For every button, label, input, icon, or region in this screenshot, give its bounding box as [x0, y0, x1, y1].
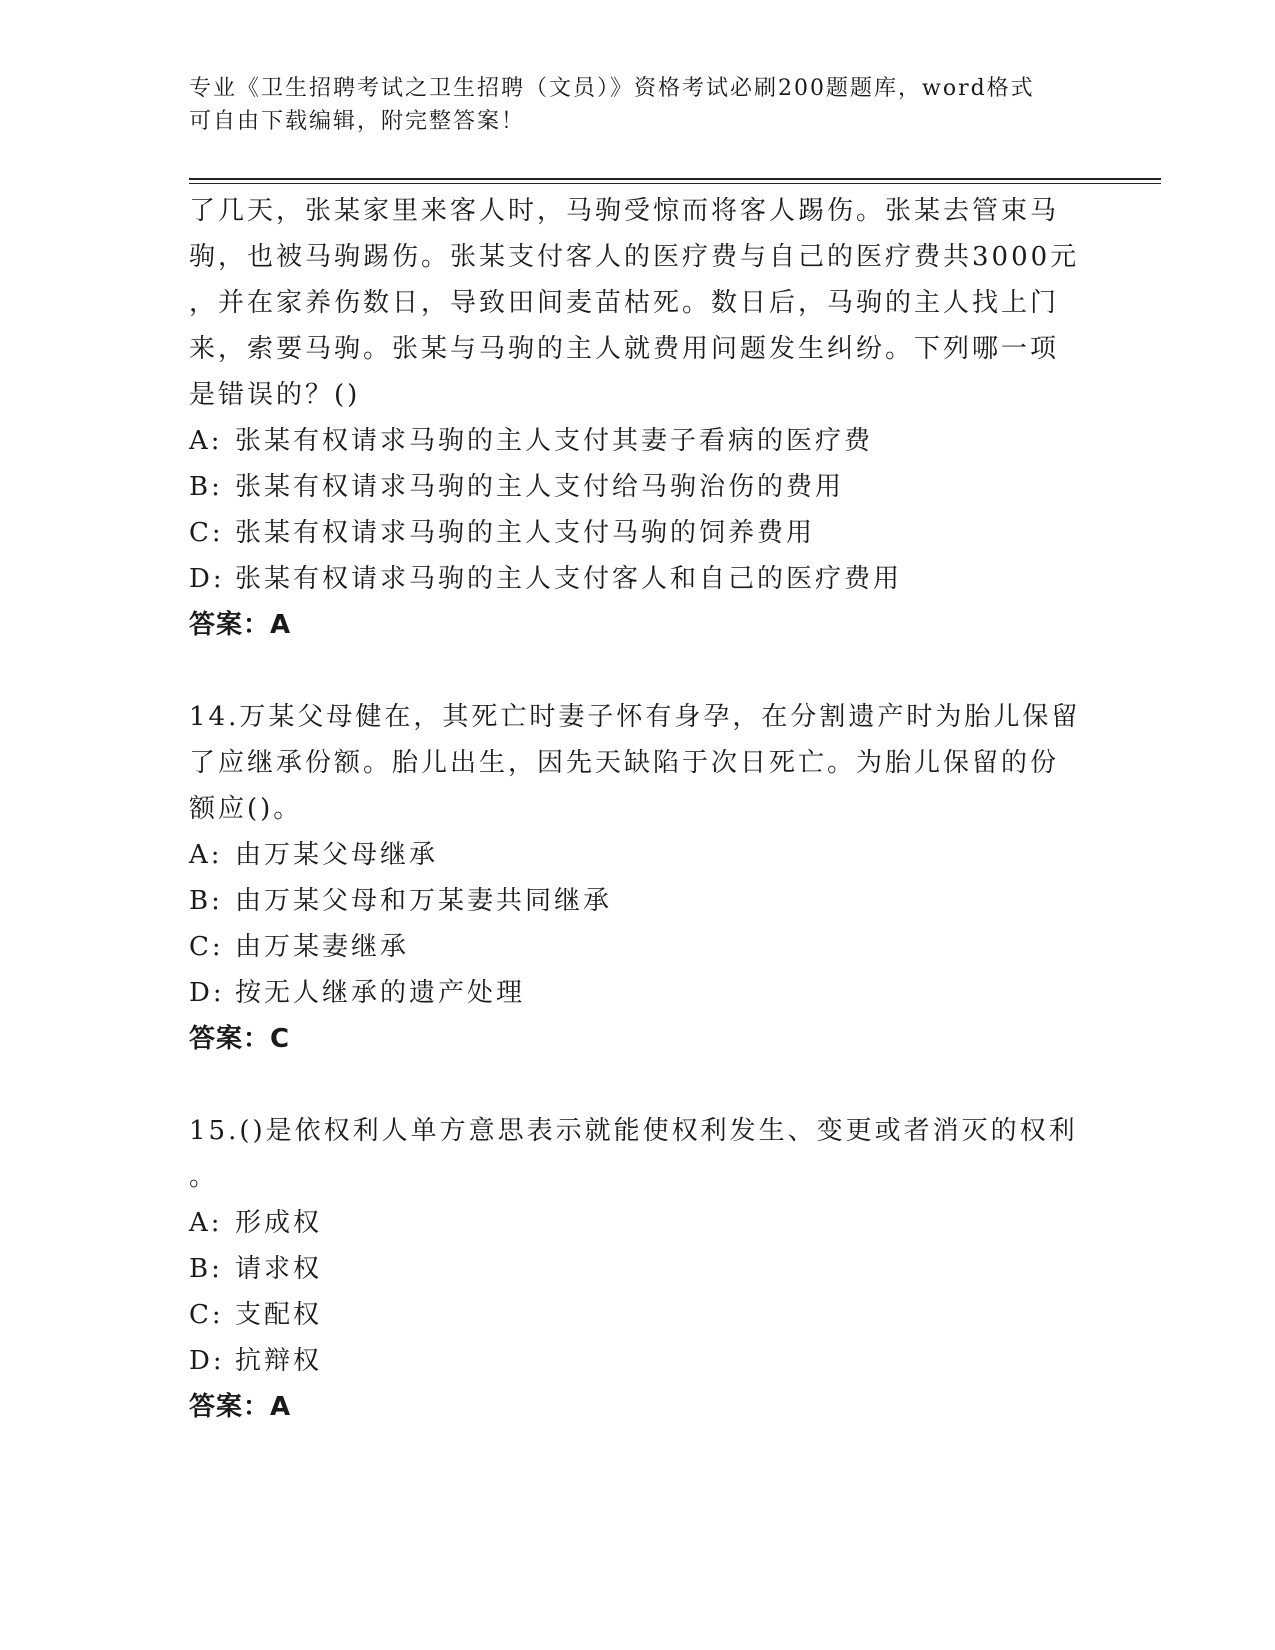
- question-stem-line: 是错误的？(): [189, 380, 361, 410]
- spacer: [189, 1062, 1089, 1108]
- option-a: [189, 418, 1089, 464]
- option-text: 形成权: [235, 1208, 323, 1238]
- question-stem-line: 了几天，张某家里来客人时，马驹受惊而将客人踢伤。张某去管束马: [189, 196, 1060, 226]
- question-stem-line: ，并在家养伤数日，导致田间麦苗枯死。数日后，马驹的主人找上门: [189, 288, 1060, 318]
- option-c: [189, 924, 1089, 970]
- question-stem-line: 。: [189, 1162, 219, 1192]
- question-content: [189, 188, 1089, 1430]
- option-d: [189, 970, 1089, 1016]
- option-label: C:: [189, 932, 224, 962]
- option-label: B:: [189, 472, 223, 502]
- option-text: 抗辩权: [235, 1346, 323, 1376]
- header-rule-thick: [189, 178, 1161, 180]
- option-text: 请求权: [235, 1254, 323, 1284]
- option-text: 张某有权请求马驹的主人支付客人和自己的医疗费用: [235, 564, 903, 594]
- option-d: [189, 1338, 1089, 1384]
- option-a: [189, 1200, 1089, 1246]
- option-label: C:: [189, 1300, 224, 1330]
- option-text: 按无人继承的遗产处理: [235, 978, 526, 1008]
- option-b: [189, 464, 1089, 510]
- option-label: B:: [189, 886, 223, 916]
- option-b: [189, 878, 1089, 924]
- question-stem-line: 15.()是依权利人单方意思表示就能使权利发生、变更或者消灭的权利: [189, 1116, 1078, 1146]
- option-label: D:: [189, 1346, 225, 1376]
- question-14: [189, 694, 1089, 1062]
- option-text: 张某有权请求马驹的主人支付马驹的饲养费用: [235, 518, 816, 548]
- question-15: [189, 1108, 1089, 1430]
- option-text: 张某有权请求马驹的主人支付给马驹治伤的费用: [235, 472, 845, 502]
- option-label: D:: [189, 564, 225, 594]
- option-text: 张某有权请求马驹的主人支付其妻子看病的医疗费: [235, 426, 874, 456]
- question-stem-line: 来，索要马驹。张某与马驹的主人就费用问题发生纠纷。下列哪一项: [189, 334, 1060, 364]
- option-label: A:: [189, 840, 223, 870]
- option-text: 支配权: [235, 1300, 323, 1330]
- question-stem-line: 额应()。: [189, 794, 303, 824]
- answer-line: 答案：C: [189, 1024, 291, 1054]
- answer-line: 答案：A: [189, 1392, 292, 1422]
- option-b: [189, 1246, 1089, 1292]
- question-13: [189, 188, 1089, 648]
- option-label: D:: [189, 978, 225, 1008]
- question-stem-line: 了应继承份额。胎儿出生，因先天缺陷于次日死亡。为胎儿保留的份: [189, 748, 1060, 778]
- answer-line: 答案：A: [189, 610, 292, 640]
- option-label: C:: [189, 518, 224, 548]
- header-rule-thin: [189, 183, 1161, 184]
- option-a: [189, 832, 1089, 878]
- option-label: B:: [189, 1254, 223, 1284]
- question-stem-line: 驹，也被马驹踢伤。张某支付客人的医疗费与自己的医疗费共3000元: [189, 242, 1080, 272]
- spacer: [189, 648, 1089, 694]
- option-c: [189, 510, 1089, 556]
- page-header: 专业《卫生招聘考试之卫生招聘（文员）》资格考试必刷200题题库，word格式 可自由下载编辑，附完整答案！: [189, 76, 1035, 134]
- option-text: 由万某父母和万某妻共同继承: [235, 886, 613, 916]
- option-c: [189, 1292, 1089, 1338]
- option-label: A:: [189, 1208, 223, 1238]
- question-stem-line: 14.万某父母健在，其死亡时妻子怀有身孕，在分割遗产时为胎儿保留: [189, 702, 1081, 732]
- option-d: [189, 556, 1089, 602]
- option-text: 由万某妻继承: [235, 932, 410, 962]
- option-text: 由万某父母继承: [235, 840, 439, 870]
- option-label: A:: [189, 426, 223, 456]
